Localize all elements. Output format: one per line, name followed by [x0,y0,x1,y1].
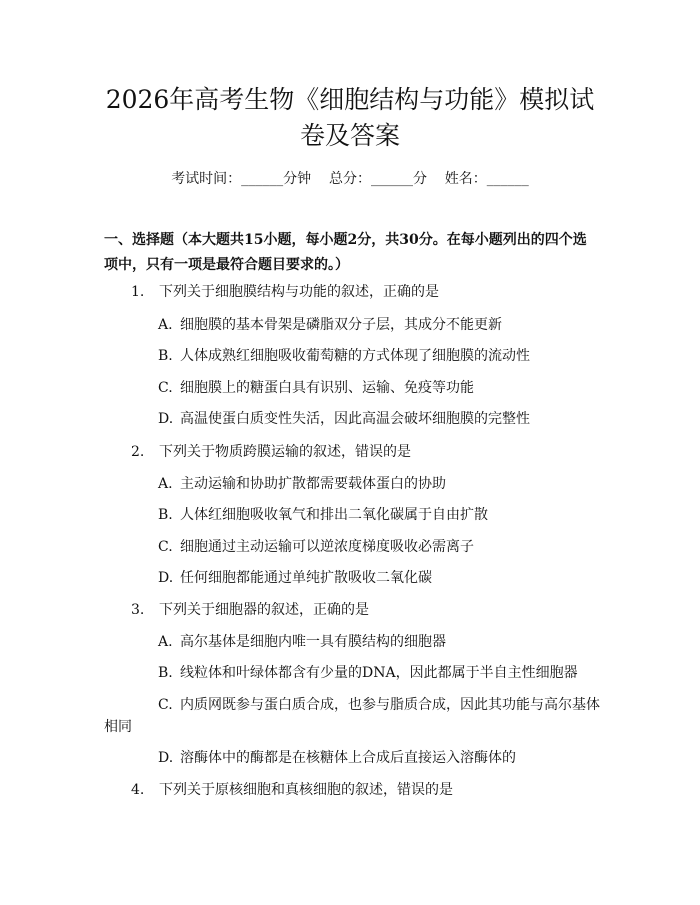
option-letter: D. [158,570,174,586]
section-heading-line-1: 一、选择题（本大题共15小题，每小题2分，共30分。在每小题列出的四个选 [104,232,587,248]
option-text: 高尔基体是细胞内唯一具有膜结构的细胞器 [180,634,446,650]
option-letter: A. [158,634,173,650]
option-text: 人体红细胞吸收氧气和排出二氧化碳属于自由扩散 [180,507,488,523]
option-letter: B. [158,507,173,523]
option-text: 溶酶体中的酶都是在核糖体上合成后直接运入溶酶体的 [180,750,516,766]
question-3 [131,600,601,620]
question-stem: 下列关于细胞膜结构与功能的叙述，正确的是 [159,284,439,300]
question-stem: 下列关于原核细胞和真核细胞的叙述，错误的是 [159,782,453,798]
question-3-option-b [158,663,603,683]
question-number: 1. [131,284,145,300]
exam-meta-info: 考试时间：______分钟 总分：______分 姓名：______ [171,171,529,187]
question-number: 2. [131,444,145,460]
question-1-option-c [158,378,603,398]
question-2-option-c [158,537,603,557]
question-3-option-d [158,748,603,768]
question-number: 3. [131,602,145,618]
question-stem: 下列关于细胞器的叙述，正确的是 [159,602,369,618]
option-text: 内质网既参与蛋白质合成，也参与脂质合成，因此其功能与高尔基体相同 [104,697,600,735]
question-1-option-a [158,315,603,335]
exam-title-line-2: 卷及答案 [299,121,400,150]
option-text: 高温使蛋白质变性失活，因此高温会破坏细胞膜的完整性 [180,411,530,427]
question-1-option-b [158,346,603,366]
question-4 [131,780,601,800]
option-letter: D. [158,750,174,766]
option-letter: C. [158,380,173,396]
question-2-option-b [158,505,603,525]
question-stem: 下列关于物质跨膜运输的叙述，错误的是 [159,444,411,460]
option-letter: D. [158,411,174,427]
option-letter: C. [158,539,173,555]
option-letter: B. [158,665,173,681]
option-text: 主动运输和协助扩散都需要载体蛋白的协助 [180,476,446,492]
option-letter: B. [158,348,173,364]
question-3-option-a [158,632,603,652]
question-3-option-c [104,694,600,738]
question-2-option-a [158,474,603,494]
option-text: 任何细胞都能通过单纯扩散吸收二氧化碳 [180,570,432,586]
exam-title-line-1: 2026年高考生物《细胞结构与功能》模拟试 [105,85,595,114]
option-text: 细胞膜的基本骨架是磷脂双分子层，其成分不能更新 [180,317,502,333]
option-text: 线粒体和叶绿体都含有少量的DNA，因此都属于半自主性细胞器 [180,665,578,681]
question-2 [131,442,601,462]
question-number: 4. [131,782,145,798]
question-1 [131,282,601,302]
option-letter: C. [158,697,173,713]
option-text: 细胞膜上的糖蛋白具有识别、运输、免疫等功能 [180,380,474,396]
question-1-option-d [158,409,603,429]
section-heading-line-2: 项中，只有一项是最符合题目要求的。） [104,257,349,273]
option-letter: A. [158,476,173,492]
option-letter: A. [158,317,173,333]
option-text: 人体成熟红细胞吸收葡萄糖的方式体现了细胞膜的流动性 [180,348,530,364]
option-text: 细胞通过主动运输可以逆浓度梯度吸收必需离子 [180,539,474,555]
question-2-option-d [158,568,603,588]
